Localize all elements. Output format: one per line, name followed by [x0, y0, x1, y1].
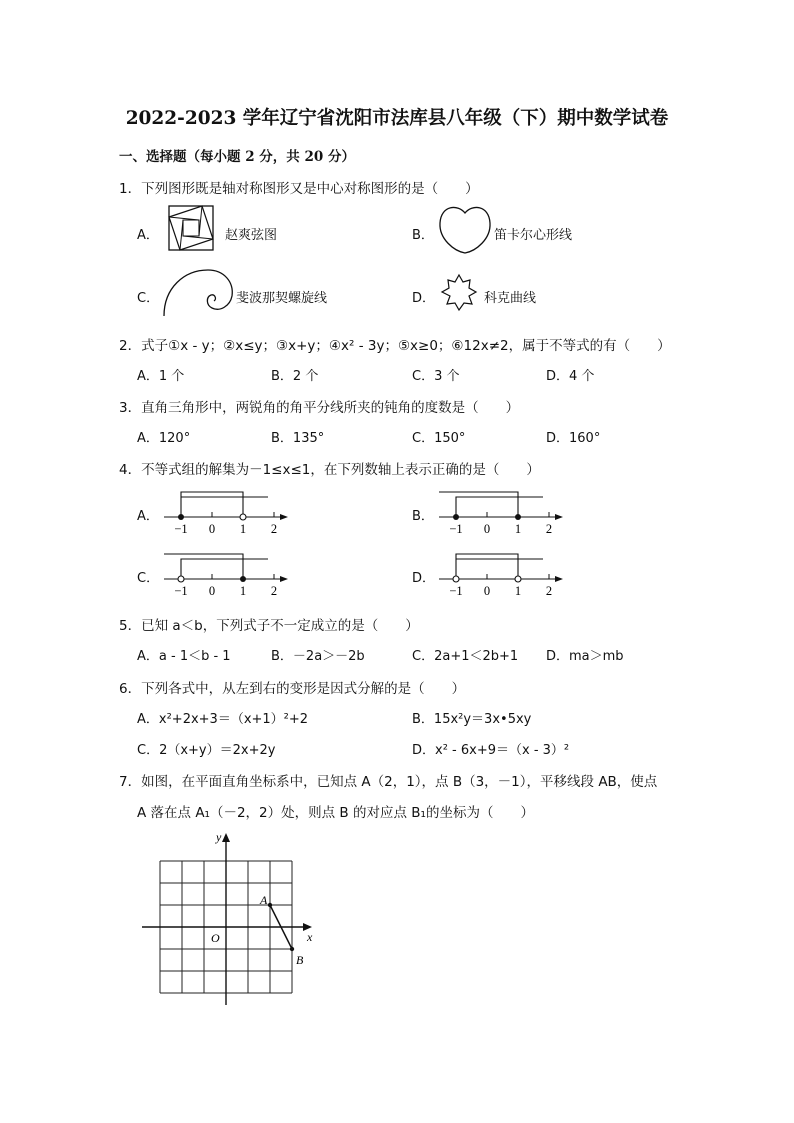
q6-option-d: D．x² - 6x+9＝（x - 3）² — [412, 743, 570, 758]
section-heading: 一、选择题（每小题 2 分，共 20 分） — [119, 149, 355, 165]
number-line-b — [435, 485, 575, 537]
q1-option-b-label: 笛卡尔心形线 — [494, 228, 573, 243]
tick-label: 2 — [270, 584, 278, 598]
x-axis-label: x — [307, 930, 313, 944]
q1-option-d-label: 科克曲线 — [484, 291, 537, 306]
question-6-stem: 6．下列各式中，从左到右的变形是因式分解的是（ ） — [119, 681, 466, 697]
tick-label: 1 — [514, 522, 522, 536]
y-axis-label: y — [216, 830, 222, 844]
q3-option-b: B．135° — [271, 431, 325, 446]
q4-option-a-letter: A． — [137, 509, 159, 524]
q6-option-a: A．x²+2x+3＝（x+1）²+2 — [137, 712, 309, 727]
tick-label: 0 — [483, 584, 491, 598]
number-line-d — [435, 547, 575, 599]
q5-option-b: B．－2a＞－2b — [271, 649, 365, 664]
tick-label: 0 — [483, 522, 491, 536]
q3-option-d: D．160° — [546, 431, 601, 446]
q2-option-a: A．1 个 — [137, 369, 185, 384]
q3-option-c: C．150° — [412, 431, 466, 446]
q2-option-d: D．4 个 — [546, 369, 595, 384]
tick-label: 0 — [208, 584, 216, 598]
cardioid-icon — [436, 203, 494, 255]
q5-option-c: C．2a+1＜2b+1 — [412, 649, 519, 664]
tick-label: 2 — [270, 522, 278, 536]
zhaoshuang-diagram-icon — [166, 203, 216, 253]
number-line-a — [160, 485, 300, 537]
koch-snowflake-icon — [436, 268, 482, 318]
tick-label: 1 — [239, 522, 247, 536]
q6-option-c: C．2（x+y）＝2x+2y — [137, 743, 276, 758]
question-5-stem: 5．已知 a＜b，下列式子不一定成立的是（ ） — [119, 618, 419, 634]
origin-label: O — [211, 931, 220, 945]
tick-label: 2 — [545, 522, 553, 536]
point-b-label: B — [296, 953, 304, 967]
q4-option-c-letter: C． — [137, 571, 160, 586]
tick-label: −1 — [449, 584, 463, 598]
tick-label: −1 — [174, 522, 188, 536]
q1-option-b-letter: B． — [412, 228, 434, 243]
q2-option-c: C．3 个 — [412, 369, 460, 384]
q4-option-b-letter: B． — [412, 509, 434, 524]
q6-option-b: B．15x²y＝3x•5xy — [412, 712, 532, 727]
q5-option-a: A．a - 1＜b - 1 — [137, 649, 231, 664]
question-7-stem-line1: 7．如图，在平面直角坐标系中，已知点 A（2，1），点 B（3，－1），平移线段 AB，使点 — [119, 774, 658, 790]
point-a-label: A — [260, 893, 268, 907]
tick-label: −1 — [174, 584, 188, 598]
question-3-stem: 3．直角三角形中，两锐角的角平分线所夹的钝角的度数是（ ） — [119, 400, 520, 416]
question-7-stem-line2: A 落在点 A₁（－2，2）处，则点 B 的对应点 B₁的坐标为（ ） — [137, 805, 534, 821]
question-1-stem: 1．下列图形既是轴对称图形又是中心对称图形的是（ ） — [119, 181, 479, 197]
tick-label: 1 — [239, 584, 247, 598]
tick-label: 2 — [545, 584, 553, 598]
question-2-stem: 2．式子①x - y；②x≤y；③x+y；④x² - 3y；⑤x≥0；⑥12x≠2，属于不等式的有（ ） — [119, 338, 671, 354]
q3-option-a: A．120° — [137, 431, 191, 446]
q1-option-c-letter: C． — [137, 291, 160, 306]
q1-option-a-letter: A． — [137, 228, 159, 243]
coordinate-grid-figure — [138, 825, 328, 1010]
question-4-stem: 4．不等式组的解集为－1≤x≤1，在下列数轴上表示正确的是（ ） — [119, 462, 540, 478]
tick-label: −1 — [449, 522, 463, 536]
number-line-c — [160, 547, 300, 599]
page-title: 2022-2023 学年辽宁省沈阳市法库县八年级（下）期中数学试卷 — [125, 108, 669, 129]
fibonacci-spiral-icon — [160, 266, 235, 318]
tick-label: 0 — [208, 522, 216, 536]
q4-option-d-letter: D． — [412, 571, 436, 586]
q1-option-d-letter: D． — [412, 291, 436, 306]
q5-option-d: D．ma＞mb — [546, 649, 624, 664]
q1-option-c-label: 斐波那契螺旋线 — [236, 291, 328, 306]
tick-label: 1 — [514, 584, 522, 598]
q2-option-b: B．2 个 — [271, 369, 319, 384]
q1-option-a-label: 赵爽弦图 — [225, 228, 278, 243]
